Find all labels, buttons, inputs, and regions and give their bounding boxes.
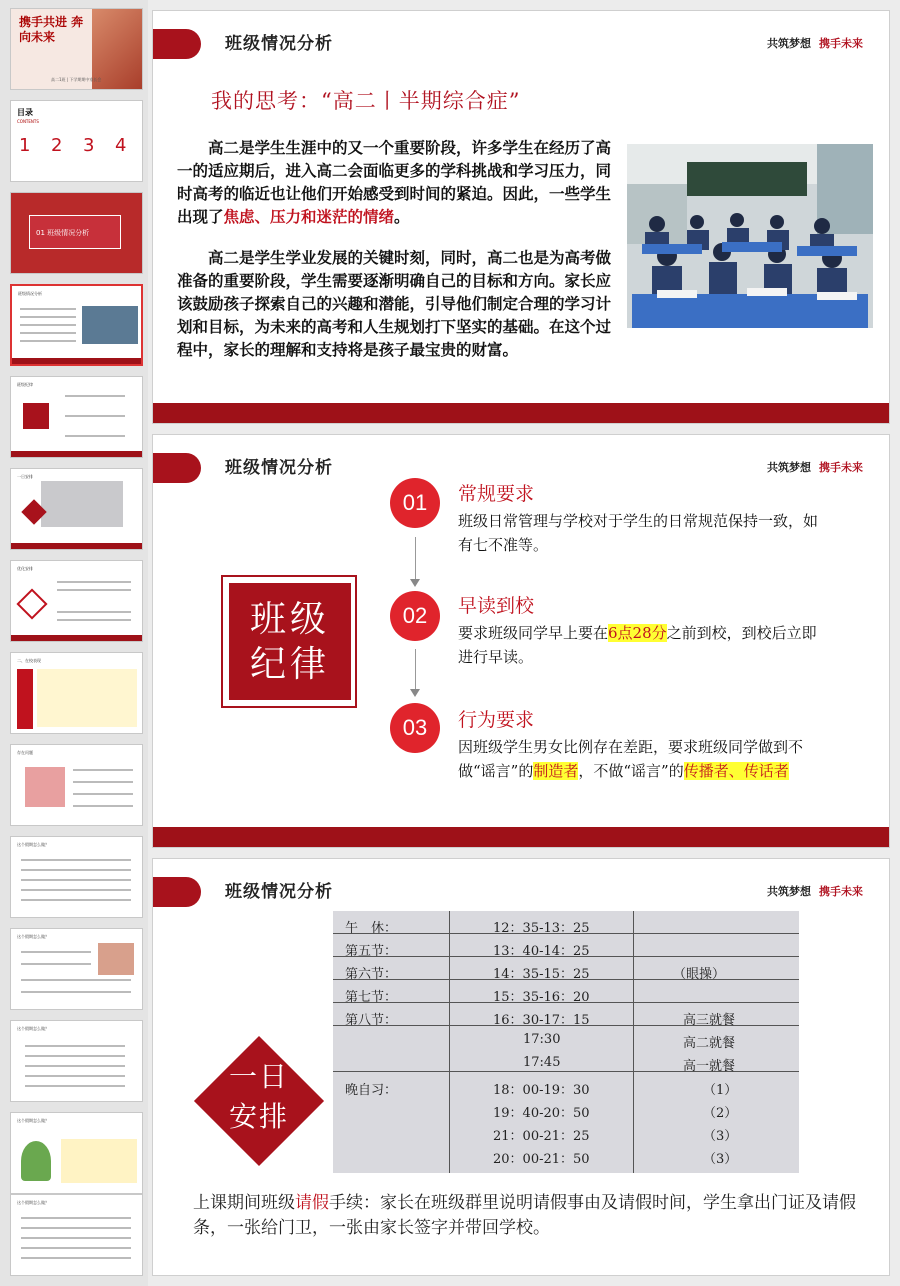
thumb-sub: 高二1班 | 下学期期中家长会	[51, 77, 102, 82]
thumb-title: 二、在校表现	[17, 658, 41, 663]
thumb-title: 目录	[17, 108, 33, 117]
paragraph-1-emphasis: 焦虑、压力和迷茫的情绪	[223, 207, 395, 226]
thumb-title: 一日安排	[17, 474, 33, 479]
schedule-row: 第五节： 13：40-14：25	[345, 944, 590, 959]
thumbnail-slide-6[interactable]	[10, 468, 143, 550]
thumbnail-slide-4-selected[interactable]	[10, 284, 143, 366]
brand-slogan	[767, 883, 863, 899]
thumb-sub: CONTENTS	[17, 119, 39, 124]
brand-text-b: 携手未来	[819, 885, 863, 898]
slide-class-discipline[interactable]	[152, 434, 890, 848]
paragraph-1-text: 高二是学生生涯中的又一个重要阶段，许多学生在经历了高一的适应期后，进入高二会面临更多的学科挑战和学习压力，同时高考的临近也让他们开始感受到时间的紧迫。因此，一些学生出现了	[177, 138, 612, 226]
thumb-title: 班级纪律	[17, 382, 33, 387]
thumbnail-slide-11[interactable]	[10, 928, 143, 1010]
schedule-row: 第八节： 16：30-17：15 高三就餐	[345, 1013, 736, 1028]
paragraph-2: 高二是学生学业发展的关键时刻，同时，高二也是为高考做准备的重要阶段，学生需要逐渐明确自己的目标和方向。家长应该鼓励孩子探索自己的兴趣和潜能，引导他们制定合理的学习计划和目标，为未来的高考和人生规划打下坚实的基础。在这个过程中，家长的理解和支持将是孩子最宝贵的财富。	[177, 248, 612, 359]
step-number-badge: 01	[390, 478, 440, 528]
thumb-num: 1	[19, 135, 31, 156]
schedule-row: 晚自习： 18：00-19：30 （1）	[345, 1083, 738, 1098]
slide-daily-schedule[interactable]	[152, 858, 890, 1276]
leave-procedure-text	[193, 1191, 863, 1241]
brand-text-a: 共筑梦想	[767, 885, 811, 898]
connector-line	[415, 537, 416, 579]
step-text-a: 因班级学生男女比例存在差距，要求班级同学做到不做“谣言”的	[458, 738, 804, 780]
thumbnail-slide-3[interactable]	[10, 192, 143, 274]
thumb-photo	[41, 481, 123, 527]
brand-text-b: 携手未来	[819, 37, 863, 50]
step-number-badge: 02	[390, 591, 440, 641]
footer-bar	[153, 827, 889, 847]
step-text-b: 之前到校，到校后立即进行早读。	[458, 624, 817, 666]
step-text	[458, 735, 838, 783]
thumb-title: 这个假期怎么做？	[17, 1118, 49, 1123]
thumb-highlight-area	[37, 669, 137, 727]
step-text: 班级日常管理与学校对于学生的日常规范保持一致，如有七不准等。	[458, 512, 819, 554]
thumb-graphic	[25, 767, 65, 807]
thumb-title: 这个假期怎么做？	[17, 1200, 49, 1205]
header-accent	[153, 29, 201, 59]
thumb-title: 这个假期怎么做？	[17, 1026, 49, 1031]
thumb-highlight-area	[61, 1139, 137, 1183]
thumb-title: 存在问题	[17, 750, 33, 755]
thumb-title: 这个假期怎么做？	[17, 934, 49, 939]
section-title: 班级情况分析	[225, 458, 333, 478]
step-text	[458, 621, 828, 669]
thumb-title: 这个假期怎么做？	[17, 842, 49, 847]
leave-text-a: 上课期间班级	[193, 1193, 295, 1213]
thumb-tree	[21, 1141, 51, 1181]
step-text-b: ，不做“谣言”的	[578, 762, 684, 780]
thumb-num: 4	[115, 135, 127, 156]
thumb-photo	[98, 943, 134, 975]
schedule-row: 21：00-21：25 （3）	[493, 1129, 738, 1144]
thumbnail-slide-12[interactable]	[10, 1020, 143, 1102]
leave-text-b: 手续：家长在班级群里说明请假事由及请假时间，学生拿出门证及请假条，一张给门卫，一张由家长签字并带回学校。	[193, 1193, 856, 1238]
schedule-row: 第七节： 15：35-16：20	[345, 990, 590, 1005]
step-text-highlight: 制造者	[533, 762, 579, 780]
step-number-badge: 03	[390, 703, 440, 753]
schedule-row: 17:45 高一就餐	[523, 1055, 736, 1074]
thumb-title: 班级情况分析	[18, 291, 42, 296]
thumbnail-slide-7[interactable]	[10, 560, 143, 642]
step-title: 行为要求	[458, 709, 535, 731]
thumbnail-slide-8[interactable]	[10, 652, 143, 734]
thumb-title: 01 班级情况分析	[29, 215, 121, 249]
header-accent	[153, 453, 201, 483]
step-title: 常规要求	[458, 483, 535, 505]
thumb-box	[23, 403, 49, 429]
brand-text-a: 共筑梦想	[767, 37, 811, 50]
slide-half-term-syndrome[interactable]	[152, 10, 890, 424]
thumb-diamond	[16, 588, 47, 619]
thumb-title: 优化安排	[17, 566, 33, 571]
brand-text-a: 共筑梦想	[767, 461, 811, 474]
arrow-down-icon	[410, 579, 420, 587]
footer-bar	[153, 403, 889, 423]
step-text-highlight: 6点28分	[608, 624, 667, 642]
section-title: 班级情况分析	[225, 882, 333, 902]
brand-slogan	[767, 459, 863, 475]
slide-subtitle: 我的思考：“高二丨半期综合症”	[211, 89, 521, 113]
slide-thumbnail-panel[interactable]	[0, 0, 148, 1286]
discipline-title-box: 班级 纪律	[229, 583, 351, 700]
step-text-highlight: 传播者、传话者	[683, 762, 789, 780]
brand-text-b: 携手未来	[819, 461, 863, 474]
arrow-down-icon	[410, 689, 420, 697]
section-title: 班级情况分析	[225, 34, 333, 54]
brand-slogan	[767, 35, 863, 51]
thumbnail-slide-1[interactable]	[10, 8, 143, 90]
connector-line	[415, 649, 416, 689]
daily-schedule-label: 一日 安排	[228, 1060, 289, 1133]
classroom-photo	[627, 144, 873, 328]
thumbnail-slide-9[interactable]	[10, 744, 143, 826]
thumb-title: 携手共进 奔向未来	[19, 15, 84, 44]
paragraph-1-end: 。	[394, 207, 410, 226]
schedule-row: 17:30 高二就餐	[523, 1032, 736, 1051]
step-title: 早读到校	[458, 595, 535, 617]
thumb-photo	[82, 306, 138, 344]
thumbnail-slide-2[interactable]	[10, 100, 143, 182]
schedule-row: 19：40-20：50 （2）	[493, 1106, 738, 1121]
schedule-row: 第六节： 14：35-15：25 （眼操）	[345, 967, 726, 982]
thumb-num: 2	[51, 135, 63, 156]
thumb-sidebar-strip	[17, 669, 33, 729]
header-accent	[153, 877, 201, 907]
thumbnail-slide-14[interactable]	[10, 1194, 143, 1276]
schedule-row: 20：00-21：50 （3）	[493, 1152, 738, 1167]
thumbnail-slide-10[interactable]	[10, 836, 143, 918]
schedule-photo	[333, 911, 799, 1173]
thumb-num: 3	[83, 135, 95, 156]
paragraph-1	[177, 136, 623, 228]
leave-text-emphasis: 请假	[295, 1193, 329, 1213]
step-text-a: 要求班级同学早上要在	[458, 624, 609, 642]
thumbnail-slide-5[interactable]	[10, 376, 143, 458]
thumbnail-slide-13[interactable]	[10, 1112, 143, 1194]
schedule-row: 午 休： 12：35-13：25	[345, 921, 590, 936]
